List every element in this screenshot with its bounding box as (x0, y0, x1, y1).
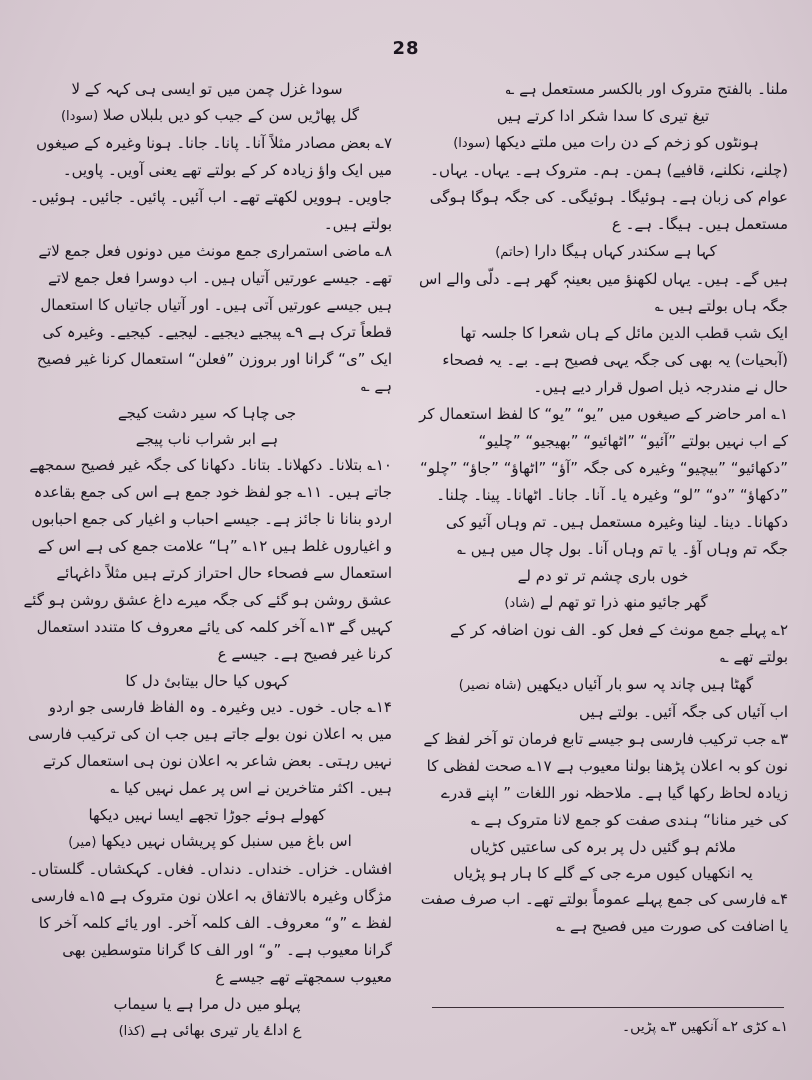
poet-attribution: (سودا) (453, 136, 491, 151)
poet-attribution: (حاتم) (495, 245, 530, 260)
verse-line: گل پھاڑیں سن کے جیب کو دیں بلبلاں صلا (سودا) (60, 106, 359, 124)
footnote-rule (432, 1007, 784, 1008)
verse-line: ملائم ہو گئیں دل پر برہ کی ساعتیں کڑیاں (469, 838, 737, 856)
verse-line: سودا غزل چمن میں تو ایسی ہی کہہ کے لا (71, 80, 343, 98)
page-number: 28 (392, 38, 420, 59)
paragraph: ۱۰؎ بتلانا۔ دکھلانا۔ بتانا۔ دکھانا کی جگہ غیر فصیح سمجھے جاتے ہیں۔ ۱۱؎ جو لفظ خود جمع ہے اس کی جمع بقاعدہ اردو بنانا نا جائز ہے۔ جیسے احباب و اغیار کی جمع احبابوں و اغیاروں غلط ہیں ۱۲؎ ”ہا“ علامت جمع کی ہے اس کے استعمال سے فصحاء حال احتراز کرتے ہیں مثلاً داغہائے عشق روشن ہو گئے کی جگہ میرے داغ عشق روشن ہو گئے کہیں گے ۱۳؎ آخر کلمہ کی یائے معروف کا متندد استعمال کرنا غیر فصیح ہے۔ جیسے ع (23, 456, 392, 663)
verse-line: کہوں کیا حال بیتابیٔ دل کا (125, 672, 289, 690)
paragraph: (چلنے، نکلنے، قافیے) ہمن۔ ہم۔ متروک ہے۔ یہاں۔ یہاں۔ عوام کی زبان ہے۔ ہوئیگا۔ ہوئیگی۔ کی جگہ ہوگا ہوگی مستعمل ہیں۔ ہیگا۔ ہے۔ ع (429, 161, 788, 233)
footnote: ۱؎ کڑی ۲؎ آنکھیں ۳؎ پڑیں۔ (621, 1019, 788, 1035)
verse-block (22, 991, 392, 1045)
verse-block (22, 76, 392, 130)
verse-block (418, 103, 788, 157)
paragraph: اب آئیاں کی جگہ آئیں۔ بولتے ہیں (579, 703, 788, 721)
verse-block (22, 400, 392, 452)
paragraph: ۴؎ فارسی کی جمع پہلے عموماً بولتے تھے۔ اب صرف صفت یا اضافت کی صورت میں فصیح ہے ؎ (420, 890, 788, 935)
verse-line: یہ انکھیاں کیوں مرے جی کے گلے کا ہار ہو پڑیاں (453, 864, 753, 882)
verse-line: ع اداۓ یار تیری بھائی ہے (کذا) (118, 1021, 302, 1039)
verse-block (418, 671, 788, 699)
verse-block (418, 563, 788, 617)
paragraph: ملنا۔ بالفتح متروک اور بالکسر مستعمل ہے ؎ (505, 80, 788, 98)
verse-line: تیغ تیری کا سدا شکر ادا کرتے ہیں (496, 107, 710, 125)
verse-line: اس باغ میں سنبل کو پریشاں نہیں دیکھا (میر) (68, 832, 352, 850)
paragraph: افشاں۔ خزاں۔ خنداں۔ دنداں۔ فغاں۔ کہکشاں۔ گلستاں۔ مژگاں وغیرہ بالاتفاق بہ اعلان نون متروک ہے ۱۵؎ فارسی لفظ ے ”و“ معروف۔ الف کلمہ آخر۔ اور یائے کلمہ آخر کا گرانا معیوب ہے۔ ”و“ اور الف کا گرانا متوسطین بھی معیوب سمجھتے تھے جیسے ع (29, 860, 392, 986)
paragraph: ۱؎ امر حاضر کے صیغوں میں ”یو“ ”یو“ کا لفظ استعمال کر کے اب نہیں بولتے ”آئیو“ ”اٹھائیو“ ”بھیجیو“ ”چلیو“ ”دکھائیو“ ”بیچیو“ وغیرہ کی جگہ ”آؤ“ ”اٹھاؤ“ ”جاؤ“ ”چلو“ ”دکھاؤ“ ”دو“ ”لو“ وغیرہ یا۔ آنا۔ جانا۔ اٹھانا۔ پینا۔ چلنا۔ دکھانا۔ دینا۔ لینا وغیرہ مستعمل ہیں۔ تم وہاں آئیو کی جگہ تم وہاں آؤ۔ یا تم وہاں آنا۔ بول چال میں ہیں ؎ (419, 405, 788, 558)
paragraph: ایک شب قطب الدین مائل کے ہاں شعرا کا جلسہ تھا (آبحیات) یہ بھی کی جگہ یہی فصیح ہے۔ بے۔ یہ فصحاء حال نے مندرجہ ذیل اصول قرار دیے ہیں۔ (442, 324, 788, 396)
verse-line: کھولے ہوئے جوڑا تجھے ایسا نہیں دیکھا (88, 806, 326, 824)
paragraph: ہیں گے۔ ہیں۔ یہاں لکھنؤ میں بعینہٖ گھر ہے۔ دلّی والے اس جگہ ہاں بولتے ہیں ؎ (419, 270, 788, 315)
verse-line: جی چاہا کہ سیر دشت کیجے (117, 404, 297, 422)
paragraph: ۳؎ جب ترکیب فارسی ہو جیسے تابع فرمان تو آخر لفظ کے نون کو بہ اعلان پڑھنا بولنا معیوب ہے ۱۷؎ صحت لفظی کا زیادہ لحاظ رکھا گیا ہے۔ ملاحظہ نور اللغات ” اپنے قدرے کی خیر منانا“ ہندی صفت کو جمع لانا متروک ہے ؎ (423, 730, 788, 829)
verse-line: کہا ہے سکندر کہاں ہیگا دارا (حاتم) (495, 242, 717, 260)
poet-attribution: (شاد) (504, 596, 536, 611)
verse-line: ہونٹوں کو زخم کے دن رات میں ملتے دیکھا (سودا) (453, 133, 759, 151)
poet-attribution: (میر) (68, 835, 97, 850)
verse-block (22, 668, 392, 694)
left-column (22, 76, 392, 1045)
verse-line: پہلو میں دل مرا ہے یا سیماب (113, 995, 301, 1013)
column-divider (407, 72, 408, 1002)
verse-block (418, 238, 788, 266)
verse-line: گھر جائیو منھ ذرا تو تھم لے (شاد) (504, 593, 708, 611)
paragraph: ۲؎ پہلے جمع مونث کے فعل کو۔ الف نون اضافہ کر کے بولتے تھے ؎ (450, 621, 788, 666)
poet-attribution: (سودا) (60, 109, 99, 124)
verse-block (418, 834, 788, 886)
paragraph: ۱۴؎ جاں۔ خوں۔ دیں وغیرہ۔ وہ الفاظ فارسی جو اردو میں بہ اعلان نون بولے جاتے ہیں جب ان کی ترکیب فارسی نہیں رہتی۔ بعض شاعر بہ اعلان نون ہی استعمال کرتے ہیں۔ اکثر متاخرین نے اس پر عمل نہیں کیا ؎ (28, 698, 392, 797)
verse-line: خوں باری چشم تر تو دم لے (517, 567, 689, 585)
poet-attribution: (کذا) (118, 1024, 146, 1039)
verse-line: گھٹا ہیں چاند پہ سو بار آئیاں دیکھیں (شاہ نصیر) (458, 675, 754, 693)
verse-line: ہے ابر شراب ناب پیجے (135, 430, 279, 448)
paragraph: ۷؎ بعض مصادر مثلاً آنا۔ پانا۔ جانا۔ ہونا وغیرہ کے صیغوں میں ایک واؤ زیادہ کر کے بولتے تھے یعنی آویں۔ پاویں۔ جاویں۔ ہوویں لکھتے تھے۔ اب آئیں۔ پائیں۔ جائیں۔ ہوئیں۔ بولتے ہیں۔ (30, 134, 392, 233)
right-column (418, 76, 788, 940)
poet-attribution: (شاہ نصیر) (458, 678, 522, 693)
verse-block (22, 802, 392, 856)
paragraph: ۸؎ ماضی استمراری جمع مونث میں دونوں فعل جمع لاتے تھے۔ جیسے عورتیں آتیاں ہیں۔ اب دوسرا فعل جمع لاتے ہیں جیسے عورتیں آتی ہیں۔ اور آتیاں جاتیاں کا استعمال قطعاً ترک ہے ۹؎ پیجیے دیجیے۔ لیجیے۔ کیجیے۔ وغیرہ کی ایک ”ی“ گرانا اور بروزن ”فعلن“ استعمال کرنا غیر فصیح ہے ؎ (36, 242, 392, 395)
